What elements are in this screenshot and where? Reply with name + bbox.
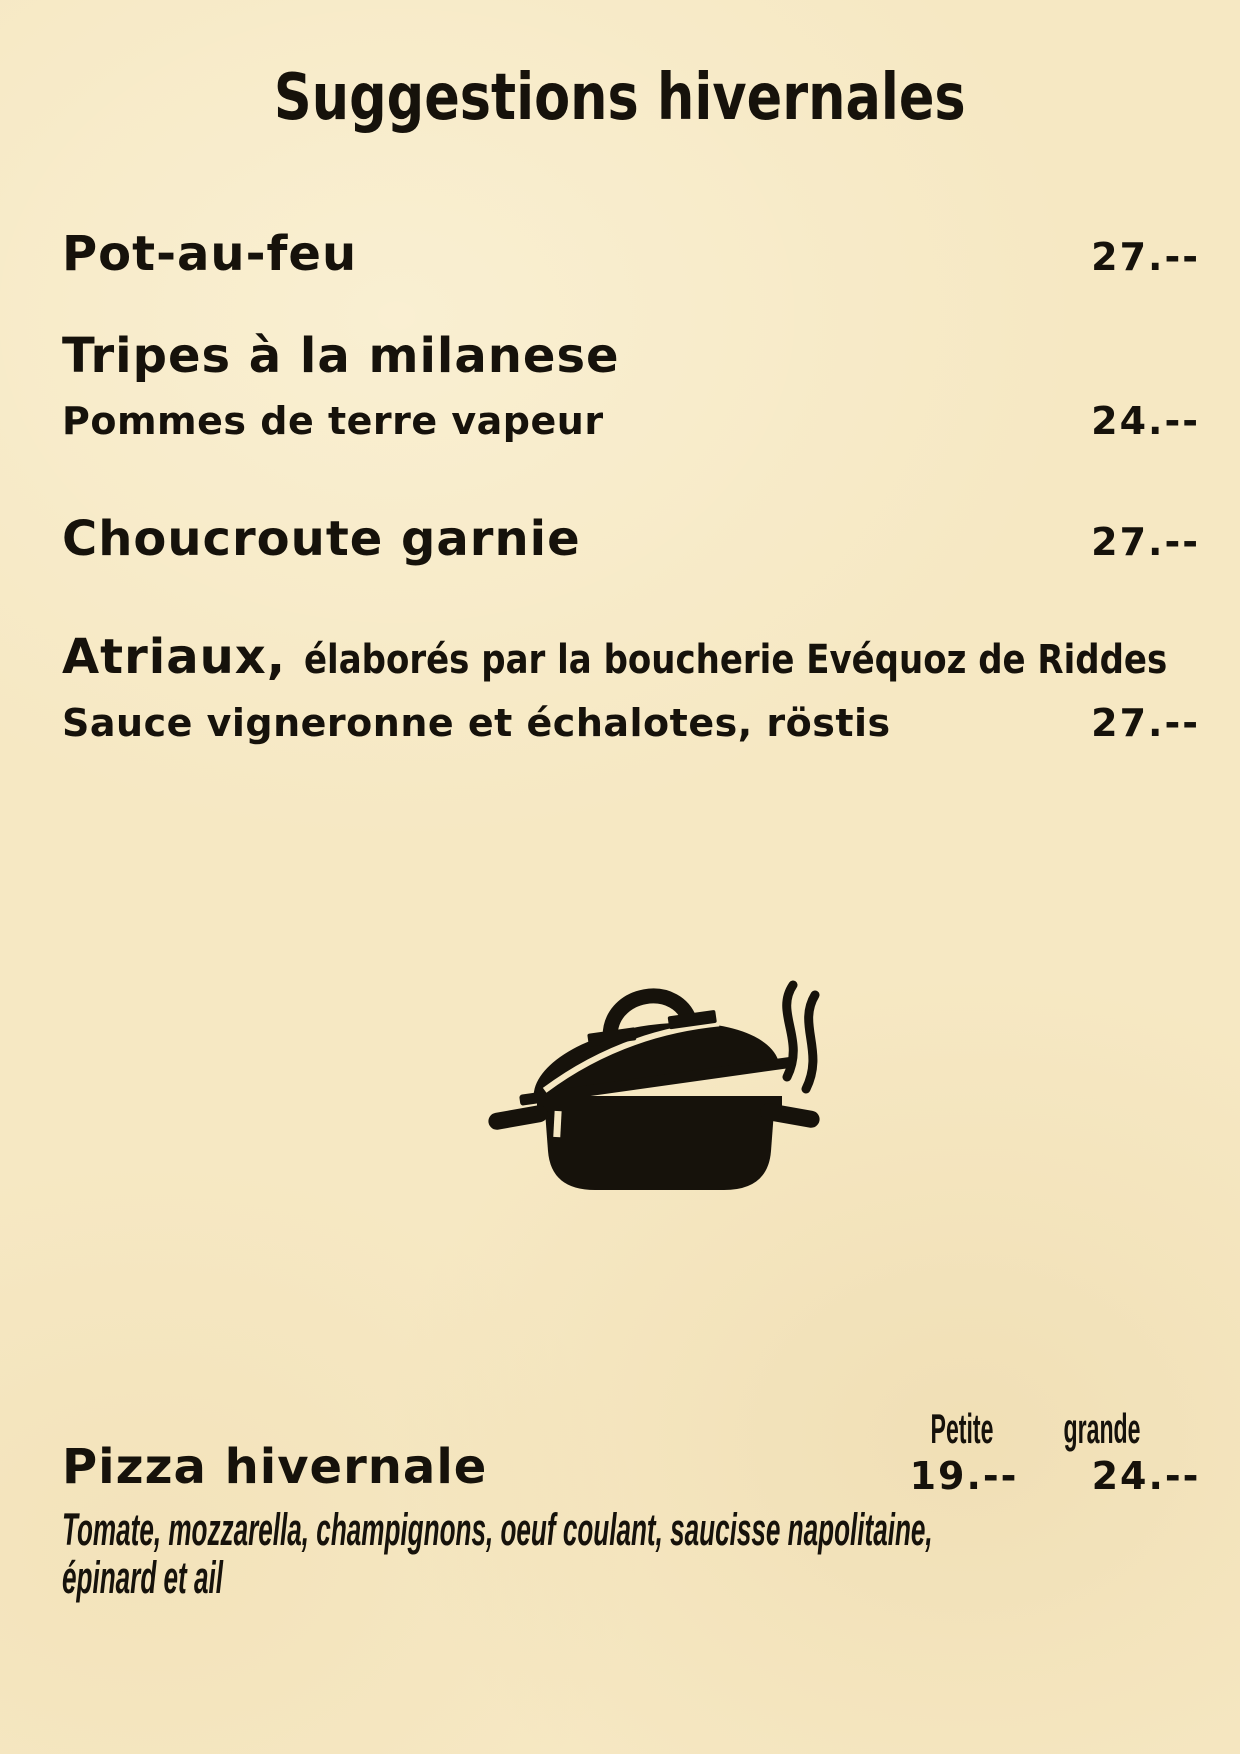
item-name: Choucroute garnie (62, 511, 581, 567)
pot-body (487, 1096, 821, 1190)
page-title-text: Suggestions hivernales (274, 61, 966, 135)
menu-row-choucroute (62, 511, 1200, 567)
item-name-note-text: élaborés par la boucherie Evéquoz de Riddes (303, 637, 1168, 683)
item-price: 24.-- (1091, 399, 1200, 443)
menu-row-atriaux-sub (62, 701, 1200, 745)
steaming-pot-icon (488, 983, 820, 1193)
item-price: 27.-- (1091, 520, 1200, 564)
menu-row-pot-au-feu (62, 226, 1200, 282)
item-name: Pot-au-feu (62, 226, 358, 282)
steam-wisp (806, 995, 815, 1089)
page-title (0, 61, 1240, 135)
item-name: Pizza hivernale (62, 1439, 488, 1495)
menu-row-pizza-title (62, 1439, 1200, 1495)
item-price: 27.-- (1091, 235, 1200, 279)
pizza-price-large: 24.-- (1091, 1454, 1201, 1498)
item-description: Pommes de terre vapeur (62, 399, 604, 443)
pizza-description-line1-text: Tomate, mozzarella, champignons, oeuf coulant, saucisse napolitaine, (62, 1504, 933, 1555)
item-name: Atriaux, (62, 629, 286, 685)
menu-row-atriaux-title (62, 629, 1200, 685)
item-description: Sauce vigneronne et échalotes, röstis (62, 701, 891, 745)
menu-row-tripes-sub (62, 399, 1200, 443)
item-price: 27.-- (1091, 701, 1200, 745)
pizza-description-line2 (62, 1552, 340, 1603)
pizza-description-line2-text: épinard et ail (62, 1552, 224, 1603)
size-column-small-text: Petite (930, 1405, 994, 1452)
size-column-large-text: grande (1063, 1405, 1141, 1452)
item-name-note (303, 637, 1240, 683)
pot-lid (508, 978, 794, 1106)
pizza-price-small: 19.-- (909, 1454, 1019, 1498)
pizza-description-line1 (62, 1504, 1240, 1555)
item-name: Tripes à la milanese (62, 328, 620, 384)
menu-row-tripes-title (62, 328, 1200, 384)
